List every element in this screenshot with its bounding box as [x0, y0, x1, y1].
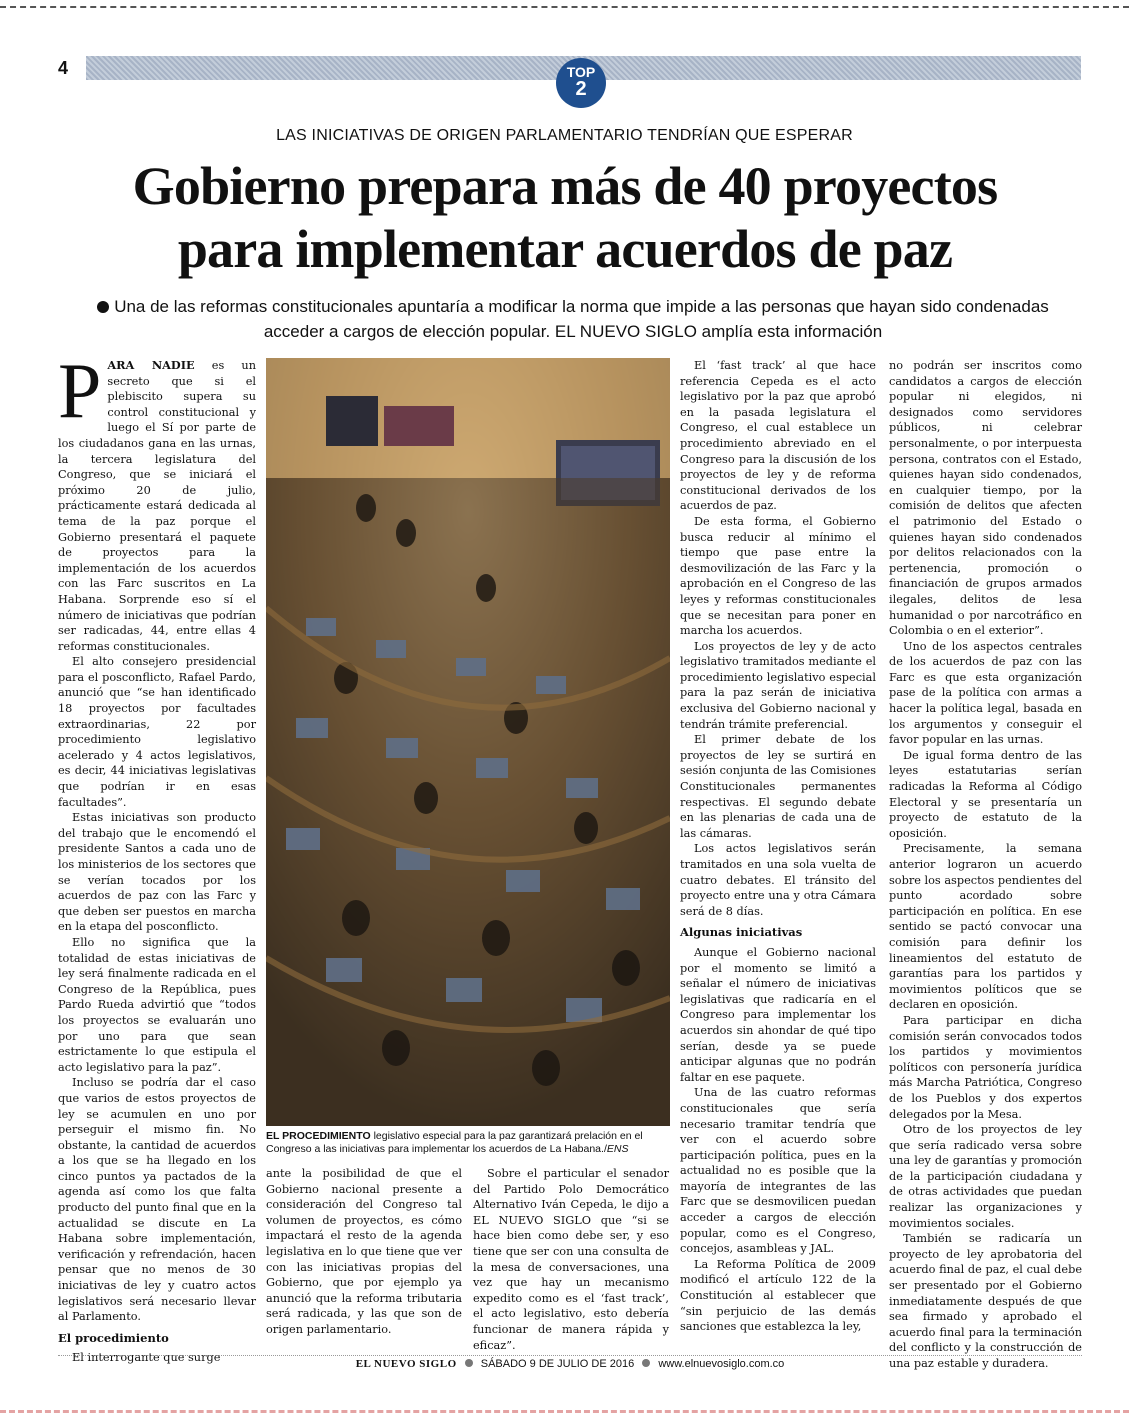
article-kicker: LAS INICIATIVAS DE ORIGEN PARLAMENTARIO TENDRÍAN QUE ESPERAR — [276, 127, 853, 144]
paragraph: El primer debate de los proyectos de ley se surtirá en sesión conjunta de las Comisiones Constitucionales permanentes respectivas. El segundo debate en las plenarias de cada una de las cámaras. — [680, 733, 876, 840]
lead-paragraph — [58, 347, 256, 654]
body-column-2b — [473, 1166, 669, 1353]
caption-lead: EL PROCEDIMIENTO — [266, 1130, 371, 1142]
footer-date: SÁBADO 9 DE JULIO DE 2016 — [480, 1358, 635, 1370]
separator-dot-icon — [465, 1359, 473, 1367]
body-column-3 — [680, 358, 876, 1335]
top-badge — [556, 58, 606, 108]
footer-url[interactable]: www.elnuevosiglo.com.co — [658, 1358, 785, 1370]
paragraph: Los actos legislativos serán tramitados en una sola vuelta de cuatro debates. El tránsito del proyecto entre una y otra Cámara será de 8 días. — [680, 842, 876, 918]
caption-text: legislativo especial para la paz garantizará prelación en el Congreso a las iniciativas para implementar los acuerdos de La Habana./ — [266, 1130, 643, 1155]
photo-illustration — [266, 358, 670, 1126]
paragraph: También se radicaría un proyecto de ley aprobatoria del acuerdo final de paz, el cual debe ser presentado por el Gobierno inmediatamente después de que sea firmado y aprobado el acuerdo final para la terminación del conflicto y la construcción de una paz estable y duradera. — [889, 1232, 1082, 1370]
article-headline — [40, 155, 1090, 281]
top-rule — [0, 6, 1129, 8]
paragraph: El alto consejero presidencial para el posconflicto, Rafael Pardo, anunció que “se han identificado 18 proyectos por facultades extraordinarias, 22 por procedimiento legislativo acelerado y 4 actos legislativos, es decir, 44 iniciativas legislativas que podrían ir en esas facultades”. — [58, 655, 256, 809]
body-column-4 — [889, 358, 1082, 1372]
paragraph: Sobre el particular el senador del Partido Polo Democrático Alternativo Iván Cepeda, le dijo a EL NUEVO SIGLO que “si se hace bien como debe ser, y eso tiene que ser con una consulta de la mesa de conversaciones, una vez que hay un mecanismo expedito como es el ‘fast track’, el acto legislativo, esto debería funcionar de manera rápida y eficaz”. — [473, 1167, 669, 1352]
paragraph: Ello no significa que la totalidad de estas iniciativas de ley será finalmente radicada en el Congreso de la República, pues Pardo Rueda advirtió que “todos los proyectos se evaluarán uno por uno para que sean estrictamente lo que estipula el acto legislativo para la paz”. — [58, 935, 256, 1074]
badge-number: 2 — [575, 78, 587, 100]
deck-text: Una de las reformas constitucionales apuntaría a modificar la norma que impide a las personas que hayan sido condenadas acceder a cargos de elección popular. EL NUEVO SIGLO amplía esta información — [114, 297, 1049, 341]
photo-caption — [266, 1130, 670, 1156]
paragraph: Incluso se podría dar el caso que varios de estos proyectos de ley se acumulen en uno por perseguir el mismo fin. No obstante, la cantidad de acuerdos a los que se ha llegado en los cinco puntos ya pactados de la agenda así como los que falta producto del punto final que en la actualidad se discute en La Habana sobre implementación, verificación y refrendación, hacen pensar que no menos de 30 iniciativas de ley y cuatro actos legislativos será necesario llevar al Parlamento. — [58, 1076, 256, 1324]
paragraph: De esta forma, el Gobierno busca reducir al mínimo el tiempo que pase entre la desmovilización de las Farc y la aprobación en el Congreso de las leyes y reformas constitucionales que se necesitan para poner en marcha los acuerdos. — [680, 514, 876, 638]
bullet-icon — [97, 301, 109, 313]
paragraph: El ‘fast track’ al que hace referencia Cepeda es el acto legislativo por la paz que aprobó en la pasada legislatura el Congreso, el cual establece un procedimiento abreviado en el Congreso para la discusión de los proyectos de ley y de reforma constitucional derivados de los acuerdos de paz. — [680, 359, 876, 513]
paragraph: es un secreto que si el plebiscito supera su control constitucional y luego el Sí por parte de los ciudadanos gana en las urnas, la tercera legislatura del Congreso, que se iniciará el próximo 20 de julio, prácticamente estará dedicada al tema de la paz porque el Gobierno presentará el paquete de proyectos para la implementación de los acuerdos con las Farc suscritos en La Habana. Sorprende eso sí el número de iniciativas que podrían ser radicadas, 44, entre ellas 4 reformas constitucionales. — [58, 359, 256, 653]
headline-line-1: Gobierno prepara más de 40 proyectos — [132, 156, 998, 216]
lead-in: ARA NADIE — [107, 358, 195, 372]
subhead: Algunas iniciativas — [680, 925, 803, 940]
paragraph: no podrán ser inscritos como candidatos a cargos de elección popular ni elegidos, ni designados como servidores públicos, ni celebrar personalmente, o por interpuesta persona, contratos con el Estado, quienes hayan sido condenados, en cualquier tiempo, por la comisión de delitos que afecten el patrimonio del Estado o quienes hayan sido condenados por delitos relacionados con la pertenencia, promoción o financiación de grupos armados ilegales, delitos de lesa humanidad o por narcotráfico en Colombia o en el exterior”. — [889, 359, 1082, 638]
paragraph: El interrogante que surge — [72, 1351, 221, 1365]
paragraph: De igual forma dentro de las leyes estatutarias serían radicadas la Reforma al Código Electoral y se presentaría un proyecto de estatuto de la oposición. — [889, 748, 1082, 840]
caption-credit: ENS — [606, 1143, 629, 1155]
paragraph: Uno de los aspectos centrales de los acuerdos de paz con las Farc es que esta organización pase de la política con armas a hacer la política legal, basada en los argumentos y conseguir el favor popular en las urnas. — [889, 639, 1082, 747]
paragraph: Una de las cuatro reformas constitucionales que sería necesario tramitar tendría que ver con el acuerdo sobre participación política, pues en la actualidad no es posible que la mayoría de integrantes de las Farc que se desmovilicen puedan acceder a cargos de elección popular, como es el Congreso, concejos, asambleas y JAL. — [680, 1086, 876, 1256]
body-column-2a — [266, 1166, 462, 1338]
congress-photo — [266, 358, 670, 1126]
headline-line-2: para implementar acuerdos de paz — [177, 219, 953, 279]
footer-brand: EL NUEVO SIGLO — [355, 1358, 457, 1370]
paragraph: Otro de los proyectos de ley que sería radicado versa sobre una ley de garantías y promoción de la participación ciudadana y de otras actividades que puedan realizar las organizaciones y movimientos sociales. — [889, 1123, 1082, 1230]
drop-cap: P — [58, 347, 102, 434]
body-column-1 — [58, 347, 256, 1366]
bottom-rule — [0, 1410, 1129, 1413]
paragraph: Estas iniciativas son producto del trabajo que le encomendó el presidente Santos a cada uno de los ministerios de los sectores que se verían tocados por los acuerdos de paz con las Farc y que deben ser puestos en marcha en la etapa del posconflicto. — [58, 811, 256, 934]
article-deck — [78, 294, 1068, 344]
paragraph: La Reforma Política de 2009 modificó el artículo 122 de la Constitución al establecer que “sin perjuicio de las demás sanciones que establezca la ley, — [680, 1257, 876, 1334]
paragraph: Precisamente, la semana anterior lograron un acuerdo sobre los aspectos pendientes del punto acordado sobre participación en política. En ese sentido se pactó convocar una comisión para definir los lineamientos del estatuto de garantías para los partidos y movimientos políticos que se declaren en oposición. — [889, 842, 1082, 1012]
badge-label: TOP — [566, 64, 596, 80]
page-number: 4 — [58, 58, 69, 78]
separator-dot-icon — [642, 1359, 650, 1367]
subhead: El procedimiento — [58, 1330, 169, 1345]
paragraph: Para participar en dicha comisión serán convocados todos los partidos y movimientos políticos con personería jurídica más Marcha Patriótica, Congreso de los Pueblos y dos expertos delegados por la Mesa. — [889, 1013, 1082, 1121]
page-footer — [58, 1355, 1082, 1370]
paragraph: Aunque el Gobierno nacional por el momento se limitó a señalar el número de iniciativas legislativas que radicaría en el Congreso para implementar los acuerdos sin ahondar de qué tipo serían, desde ya se puede anticipar algunas que no podrán faltar en ese paquete. — [680, 945, 876, 1084]
paragraph: ante la posibilidad de que el Gobierno nacional presente a consideración del Congreso tal volumen de proyectos, es cómo impactará el resto de la agenda legislativa en lo que tiene que ver con las iniciativas propias del Gobierno, que por ejemplo ya anunció que la reforma tributaria será radicada, y las que son de origen parlamentario. — [266, 1167, 462, 1336]
paragraph: Los proyectos de ley y de acto legislativo tramitados mediante el procedimiento legislativo especial para la paz serán de iniciativa exclusiva del Gobierno nacional y tendrán trámite preferencial. — [680, 639, 876, 731]
